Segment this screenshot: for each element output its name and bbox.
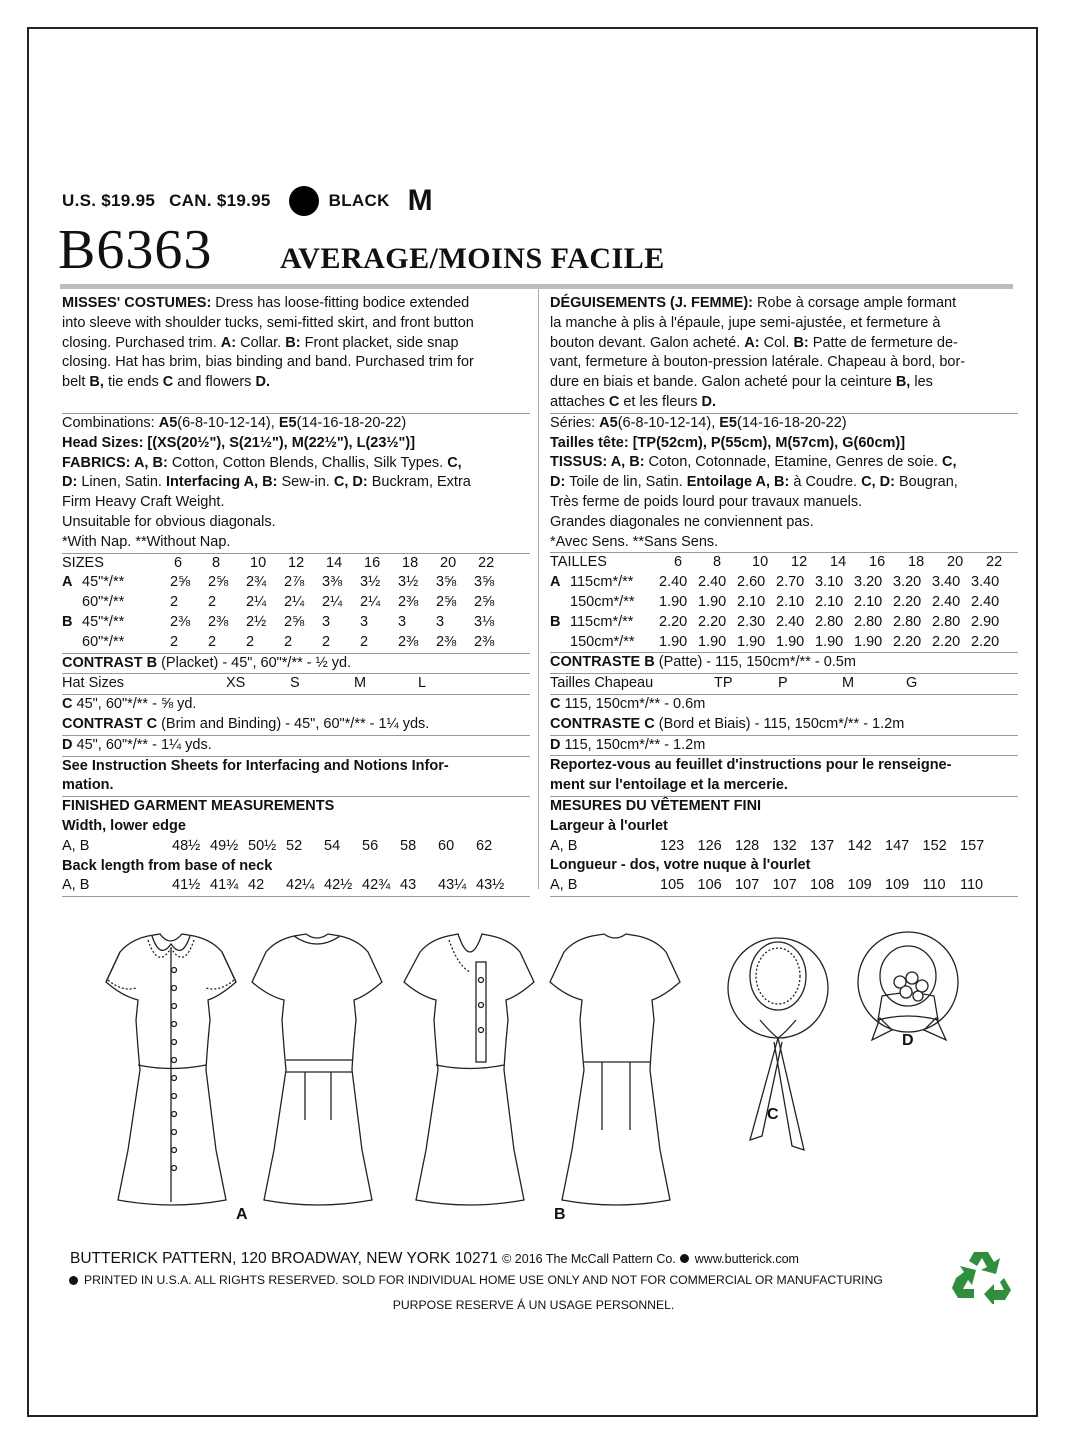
table-cell: 6 [674,554,683,571]
label-c: C [767,1106,779,1123]
table-cell: 2⅜ [398,633,419,650]
metrage-row-a-150: 150cm*/** 1.90 1.90 2.10 2.10 2.10 2.10 2.20 2.40 2.40 [550,593,1018,613]
table-cell: 2 [246,633,255,650]
table-cell: 2⅜ [398,594,419,611]
table-cell: 2.20 [971,633,1000,650]
english-description: MISSES' COSTUMES: Dress has loose-fitting bodice extended into sleeve with shoulder tucks, semi-fitted skirt, and front button closing. Purchased trim. A: Collar. B: Front placket, side snap closing. Hat has brim, bias binding and band. Purchased trim for belt B, tie ends C and flowers D. [62,295,474,391]
table-cell: 3 [322,613,331,630]
table-cell: 1.90 [776,633,805,650]
table-cell: 2⅞ [284,574,305,591]
table-cell: 2⅝ [436,594,457,611]
table-cell: 1.90 [737,633,766,650]
table-cell: 2⅜ [208,613,229,630]
table-cell: 2¼ [246,594,267,611]
color-label: BLACK [328,191,390,210]
table-cell: M [354,675,367,692]
table-cell: 16 [364,554,381,571]
table-cell: 3 [398,613,407,630]
table-cell: 20 [440,554,457,571]
contrast-c-yardage: C 45", 60"*/** - ⅝ yd. [62,694,530,715]
table-cell: 2.80 [932,613,961,630]
table-cell: 2.80 [815,613,844,630]
combinations: Combinations: A5(6-8-10-12-14), E5(14-16-18-20-22) [62,413,530,434]
table-cell: 2.10 [854,593,883,610]
table-cell: 2.30 [737,613,766,630]
table-cell: 41½ [172,877,201,894]
tailles-header-row: TAILLES 6 8 10 12 14 16 18 20 22 [550,552,1018,573]
metrage-row-b-150: 150cm*/** 1.90 1.90 1.90 1.90 1.90 1.90 2.20 2.20 2.20 [550,633,1018,653]
table-cell: 3½ [360,574,381,591]
diagonales-note: Grandes diagonales ne conviennent pas. [550,513,814,530]
table-cell: 2 [170,594,179,611]
table-cell: 108 [810,877,835,894]
table-cell: 107 [735,877,760,894]
back-length-row: A, B 41½ 41¾ 42 42¼ 42½ 42¾ 43 43¼ 43½ [62,876,530,896]
table-cell: 3.20 [893,574,922,591]
french-column [550,294,1018,897]
contraste-c: CONTRASTE C (Bord et Biais) - 115, 150cm*/** - 1.2m [550,715,905,732]
label-b: B [554,1206,566,1223]
table-cell: 2.20 [659,613,688,630]
table-cell: 14 [326,554,343,571]
table-cell: 2¼ [322,594,343,611]
table-cell: 62 [476,837,493,854]
table-cell: 110 [922,877,946,894]
table-cell: 2 [360,633,369,650]
price-can: CAN. $19.95 [169,191,271,210]
bullet-icon [680,1254,689,1263]
tailles-tete: Tailles tête: [TP(52cm), P(55cm), M(57cm), G(60cm)] [550,434,906,451]
tissus-line-3: Très ferme de poids lourd pour travaux manuels. [550,493,863,510]
footer-company-line [70,1250,799,1268]
table-cell: 60 [438,837,455,854]
dress-b-back-drawing [550,934,680,1205]
table-cell: 41¾ [210,877,239,894]
metrage-row-b-115: B 115cm*/** 2.20 2.20 2.30 2.40 2.80 2.80 2.80 2.80 2.90 [550,613,1018,633]
table-cell: 43 [400,877,417,894]
table-cell: 2 [170,633,179,650]
table-cell: 2.20 [893,593,922,610]
hat-sizes-row: Hat Sizes XS S M L [62,673,530,694]
series: Séries: A5(6-8-10-12-14), E5(14-16-18-20-22) [550,413,1018,434]
reportez-1: Reportez-vous au feuillet d'instructions pour le renseigne- [550,755,1018,776]
yardage-row-a-45: A 45"*/** 2⅝ 2⅝ 2¾ 2⅞ 3⅜ 3½ 3½ 3⅝ 3⅝ [62,573,530,593]
table-cell: 42½ [324,877,353,894]
table-cell: 12 [288,554,305,571]
table-cell: 2.40 [776,613,805,630]
table-cell: 2.10 [815,593,844,610]
table-cell: 18 [402,554,419,571]
footer-rights-line [65,1273,883,1287]
table-cell: 2¾ [246,574,267,591]
dress-a-front-drawing [106,934,236,1205]
sens-note: *Avec Sens. **Sans Sens. [550,533,719,550]
label-a: A [236,1206,248,1223]
table-cell: 18 [908,554,925,571]
nap-note: *With Nap. **Without Nap. [62,533,231,550]
longueur-title: Longueur - dos, votre nuque à l'ourlet [550,857,811,874]
table-cell: 128 [735,837,760,854]
table-cell: XS [226,675,246,692]
table-cell: 152 [922,837,947,854]
table-cell: 2.80 [893,613,922,630]
table-cell: S [290,675,300,692]
table-cell: 2.80 [854,613,883,630]
column-divider [538,289,539,889]
table-cell: 2 [208,633,217,650]
table-cell: 2.90 [971,613,1000,630]
contrast-d-yardage: D 45", 60"*/** - 1¼ yds. [62,735,530,756]
table-cell: 142 [847,837,872,854]
width-row: A, B 48½ 49½ 50½ 52 54 56 58 60 62 [62,837,530,857]
table-cell: 10 [752,554,769,571]
yardage-row-b-45: B 45"*/** 2⅜ 2⅜ 2½ 2⅝ 3 3 3 3 3⅛ [62,613,530,633]
dress-b-front-drawing [404,934,534,1205]
table-cell: 2.20 [932,633,961,650]
table-cell: 14 [830,554,847,571]
tailles-chapeau-row: Tailles Chapeau TP P M G [550,673,1018,694]
table-cell: 43½ [476,877,505,894]
table-cell: 2⅜ [474,633,495,650]
price-row [62,186,447,216]
yardage-row-b-60: 60"*/** 2 2 2 2 2 2 2⅜ 2⅜ 2⅜ [62,633,530,653]
table-cell: 2.60 [737,574,766,591]
table-cell: 2 [208,594,217,611]
fabrics-line-3: Firm Heavy Craft Weight. [62,494,225,511]
table-cell: L [418,675,427,692]
table-cell: 2.10 [776,593,805,610]
table-cell: 3 [360,613,369,630]
bullet-icon [69,1276,78,1285]
table-cell: 2⅝ [474,594,495,611]
see-instructions-2: mation. [62,777,114,794]
table-cell: 58 [400,837,417,854]
table-cell: G [906,675,918,692]
table-cell: 105 [660,877,685,894]
header-rule [60,284,1013,289]
table-cell: 106 [697,877,722,894]
tissus-line-2: D: Toile de lin, Satin. Entoilage A, B: à Coudre. C, D: Bougran, [550,474,958,491]
table-cell: 2.40 [698,574,727,591]
table-cell: 1.90 [659,633,688,650]
table-cell: 109 [885,877,910,894]
table-cell: 107 [772,877,797,894]
largeur-row: A, B 123 126 128 132 137 142 147 152 157 [550,837,1018,857]
table-cell: 3⅜ [322,574,343,591]
table-cell: 2½ [246,613,267,630]
table-cell: 22 [478,554,495,571]
contraste-b: CONTRASTE B (Patte) - 115, 150cm*/** - 0.5m [550,652,1018,673]
table-cell: 2.40 [932,593,961,610]
table-cell: 2 [284,633,293,650]
table-cell: 2⅜ [170,613,191,630]
table-cell: 2.20 [698,613,727,630]
table-cell: 20 [947,554,964,571]
table-cell: 42¾ [362,877,391,894]
table-cell: P [778,675,788,692]
see-instructions-1: See Instruction Sheets for Interfacing and Notions Infor- [62,756,530,777]
table-cell: 3⅛ [474,613,495,630]
contrast-b: CONTRAST B (Placket) - 45", 60"*/** - ½ yd. [62,653,530,674]
table-cell: 3.40 [932,574,961,591]
recycle-icon [950,1248,1012,1304]
table-cell: 3⅝ [474,574,495,591]
table-cell: 123 [660,837,685,854]
garment-drawings [60,900,1020,1230]
head-sizes: Head Sizes: [(XS(20½"), S(21½"), M(22½"), L(23½")] [62,434,416,451]
table-cell: 54 [324,837,341,854]
table-cell: 3 [436,613,445,630]
table-cell: 42¼ [286,877,315,894]
table-cell: 1.90 [698,633,727,650]
table-cell: 49½ [210,837,239,854]
dress-a-back-drawing [252,934,382,1205]
table-cell: 1.90 [659,593,688,610]
table-cell: TP [714,675,733,692]
table-cell: 2.20 [893,633,922,650]
table-cell: 22 [986,554,1003,571]
rights-text: PRINTED IN U.S.A. ALL RIGHTS RESERVED. SOLD FOR INDIVIDUAL HOME USE ONLY AND NOT FOR COMMERCIAL OR MANUFACTURING [84,1273,883,1287]
french-description: DÉGUISEMENTS (J. FEMME): Robe à corsage ample formant la manche à plis à l'épaule, jupe semi-ajustée, et fermeture à bouton devant. Galon acheté. A: Col. B: Patte de fermeture de- vant, fermeture à bouton-pression latérale. Chapeau à bord, bor- dure en biais et bande. Galon acheté pour la ceinture B, les attaches C et les fleurs D. [550,295,966,410]
label-d: D [902,1032,914,1049]
sizes-header-row: SIZES 6 8 10 12 14 16 18 20 22 [62,553,530,574]
table-cell: 2.70 [776,574,805,591]
fabrics-line-2: D: Linen, Satin. Interfacing A, B: Sew-in. C, D: Buckram, Extra [62,474,471,491]
table-cell: 2⅜ [436,633,457,650]
table-cell: 50½ [248,837,277,854]
width-title: Width, lower edge [62,817,186,834]
table-cell: 3⅝ [436,574,457,591]
yardage-row-a-60: 60"*/** 2 2 2¼ 2¼ 2¼ 2¼ 2⅜ 2⅝ 2⅝ [62,593,530,613]
table-cell: 147 [885,837,910,854]
table-cell: 1.90 [698,593,727,610]
table-cell: 1.90 [854,633,883,650]
table-cell: 2.40 [659,574,688,591]
table-cell: 2¼ [360,594,381,611]
table-cell: 10 [250,554,267,571]
table-cell: 2.40 [971,593,1000,610]
table-cell: 2⅝ [284,613,305,630]
table-cell: 157 [960,837,985,854]
reportez-2: ment sur l'entoilage et la mercerie. [550,777,788,794]
contraste-c-metrage: C 115, 150cm*/** - 0.6m [550,694,1018,715]
unsuitable-note: Unsuitable for obvious diagonals. [62,513,276,530]
table-cell: 3.40 [971,574,1000,591]
pattern-number: B6363 [58,219,213,281]
table-cell: 42 [248,877,265,894]
hat-d-drawing [858,932,958,1040]
mesures-title: MESURES DU VÊTEMENT FINI [550,796,1018,817]
table-cell: 8 [212,554,221,571]
table-cell: 48½ [172,837,201,854]
table-cell: 52 [286,837,303,854]
table-cell: 56 [362,837,379,854]
tissus-line-1: TISSUS: A, B: Coton, Cotonnade, Etamine, Genres de soie. C, [550,454,957,471]
difficulty-label: AVERAGE/MOINS FACILE [280,242,665,275]
copyright: © 2016 The McCall Pattern Co. [502,1252,676,1266]
table-cell: 12 [791,554,808,571]
fabrics-line-1: FABRICS: A, B: Cotton, Cotton Blends, Challis, Silk Types. C, [62,454,462,471]
largeur-title: Largeur à l'ourlet [550,817,668,834]
price-us: U.S. $19.95 [62,191,156,210]
company-address: BUTTERICK PATTERN, 120 BROADWAY, NEW YORK 10271 [70,1250,498,1267]
website: www.butterick.com [694,1252,799,1266]
english-column [62,294,530,897]
contrast-c: CONTRAST C (Brim and Binding) - 45", 60"*/** - 1¼ yds. [62,715,430,732]
back-length-title: Back length from base of neck [62,857,273,874]
table-cell: 110 [960,877,984,894]
table-cell: 2.10 [737,593,766,610]
table-cell: 8 [713,554,722,571]
footer-purpose-line: PURPOSE RESERVE Á UN USAGE PERSONNEL. [392,1298,675,1312]
table-cell: 2¼ [284,594,305,611]
table-cell: M [842,675,855,692]
table-cell: 2⅝ [208,574,229,591]
table-cell: 6 [174,554,183,571]
longueur-row: A, B 105 106 107 107 108 109 109 110 110 [550,876,1018,896]
table-cell: 109 [847,877,872,894]
table-cell: 2⅝ [170,574,191,591]
table-cell: 43¼ [438,877,467,894]
table-cell: 3.10 [815,574,844,591]
table-cell: 2 [322,633,331,650]
metrage-row-a-115: A 115cm*/** 2.40 2.40 2.60 2.70 3.10 3.20 3.20 3.40 3.40 [550,573,1018,593]
finished-measurements-title: FINISHED GARMENT MEASUREMENTS [62,796,530,817]
color-dot-icon [289,186,319,216]
size-letter: M [407,184,433,217]
table-cell: 126 [697,837,722,854]
table-cell: 132 [772,837,797,854]
table-cell: 16 [869,554,886,571]
table-cell: 3.20 [854,574,883,591]
table-cell: 137 [810,837,835,854]
table-cell: 3½ [398,574,419,591]
contraste-d-metrage: D 115, 150cm*/** - 1.2m [550,735,1018,756]
table-cell: 1.90 [815,633,844,650]
